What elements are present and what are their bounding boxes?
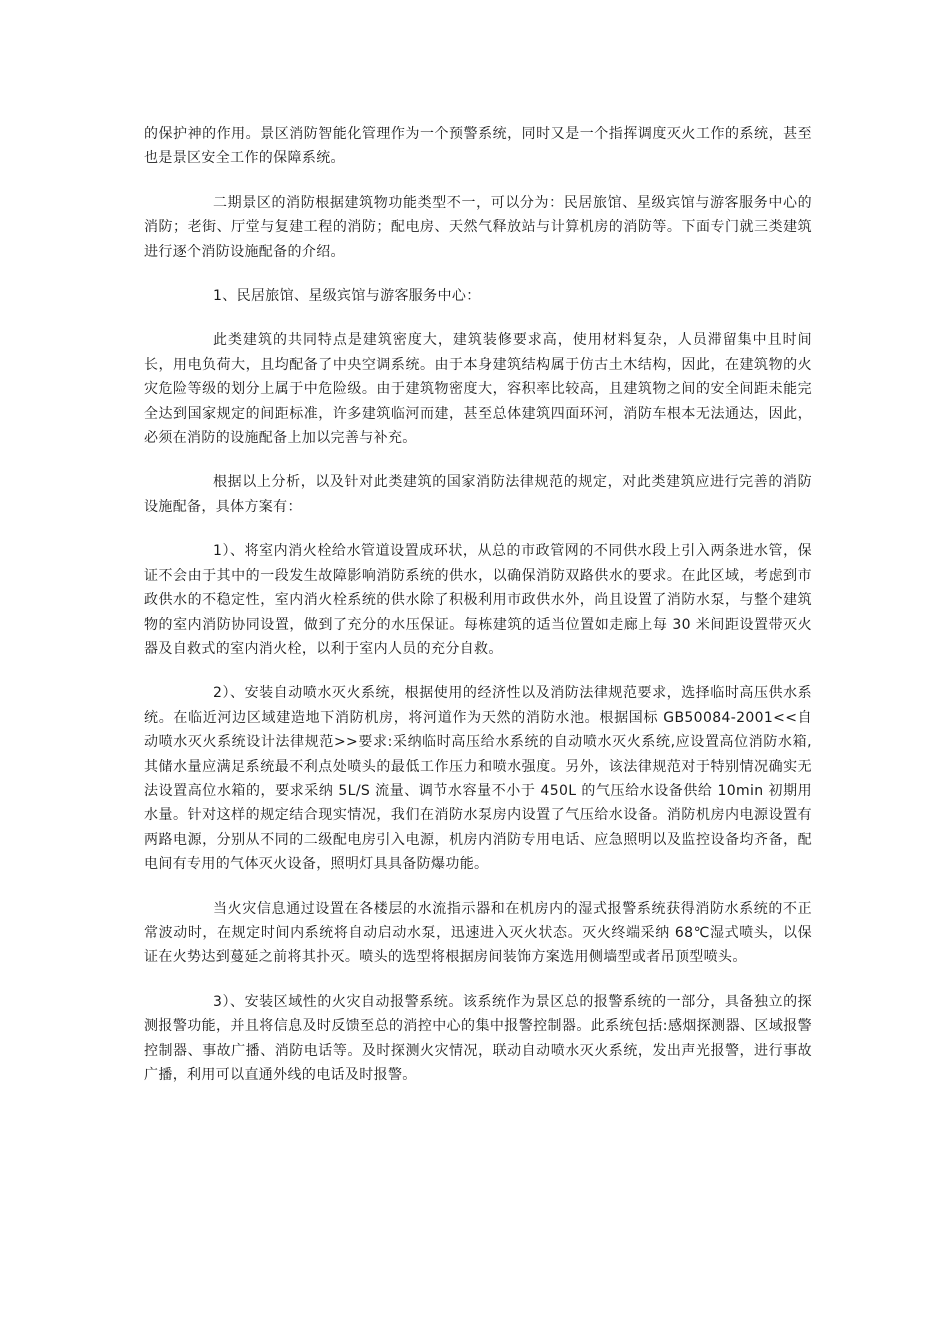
paragraph-item-1: 1）、将室内消火栓给水管道设置成环状，从总的市政管网的不同供水段上引入两条进水管，保证不会由于其中的一段发生故障影响消防系统的供水，以确保消防双路供水的要求。在此区域，考虑到市政供水的不稳定性，室内消火栓系统的供水除了积极利用市政供水外，尚且设置了消防水泵，与整个建筑物的室内消防协同设置，做到了充分的水压保证。每栋建筑的适当位置如走廊上每 30 米间距设置带灭火器及自救式的室内消火栓，以利于室内人员的充分自救。	[144, 543, 812, 657]
paragraph-fire-response: 当火灾信息通过设置在各楼层的水流指示器和在机房内的湿式报警系统获得消防水系统的不正常波动时，在规定时间内系统将自动启动水泵，迅速进入灭火状态。灭火终端采纳 68℃湿式喷头，以保证在火势达到蔓延之前将其扑灭。喷头的选型将根据房间装饰方案选用侧墙型或者吊顶型喷头。	[144, 900, 812, 966]
paragraph-continuation: 的保护神的作用。景区消防智能化管理作为一个预警系统，同时又是一个指挥调度灭火工作的系统，甚至也是景区安全工作的保障系统。	[144, 126, 812, 167]
paragraph-item-3: 3）、安装区域性的火灾自动报警系统。该系统作为景区总的报警系统的一部分，具备独立的探测报警功能，并且将信息及时反馈至总的消控中心的集中报警控制器。此系统包括:感烟探测器、区域报警控制器、事故广播、消防电话等。及时探测火灾情况，联动自动喷水灭火系统，发出声光报警，进行事故广播，利用可以直通外线的电话及时报警。	[144, 993, 812, 1083]
paragraph-analysis: 根据以上分析，以及针对此类建筑的国家消防法律规范的规定，对此类建筑应进行完善的消防设施配备，具体方案有：	[144, 474, 812, 515]
document-page	[144, 122, 812, 1107]
paragraph-item-2: 2）、安装自动喷水灭火系统，根据使用的经济性以及消防法律规范要求，选择临时高压供水系统。在临近河边区域建造地下消防机房，将河道作为天然的消防水池。根据国标 GB50084-2001<<自动喷水灭火系统设计法律规范>>要求:采纳临时高压给水系统的自动喷水灭火系统,应设置高位消防水箱,其储水量应满足系统最不利点处喷头的最低工作压力和喷水强度。另外，该法律规范对于特别情况确实无法设置高位水箱的，要求采纳 5L/S 流量、调节水容量不小于 450L 的气压给水设备供给 10min 初期用水量。针对这样的规定结合现实情况，我们在消防水泵房内设置了气压给水设备。消防机房内电源设置有两路电源，分别从不同的二级配电房引入电源，机房内消防专用电话、应急照明以及监控设备均齐备，配电间有专用的气体灭火设备，照明灯具具备防爆功能。	[144, 685, 812, 873]
section-heading-1: 1、民居旅馆、星级宾馆与游客服务中心：	[213, 288, 481, 305]
paragraph-building-features: 此类建筑的共同特点是建筑密度大，建筑装修要求高，使用材料复杂，人员滞留集中且时间长，用电负荷大，且均配备了中央空调系统。由于本身建筑结构属于仿古土木结构，因此，在建筑物的火灾危险等级的划分上属于中危险级。由于建筑物密度大，容积率比较高，且建筑物之间的安全间距未能完全达到国家规定的间距标准，许多建筑临河而建，甚至总体建筑四面环河，消防车根本无法通达，因此，必须在消防的设施配备上加以完善与补充。	[144, 332, 812, 447]
paragraph-classification: 二期景区的消防根据建筑物功能类型不一，可以分为：民居旅馆、星级宾馆与游客服务中心的消防；老街、厅堂与复建工程的消防；配电房、天然气释放站与计算机房的消防等。下面专门就三类建筑进行逐个消防设施配备的介绍。	[144, 194, 812, 260]
